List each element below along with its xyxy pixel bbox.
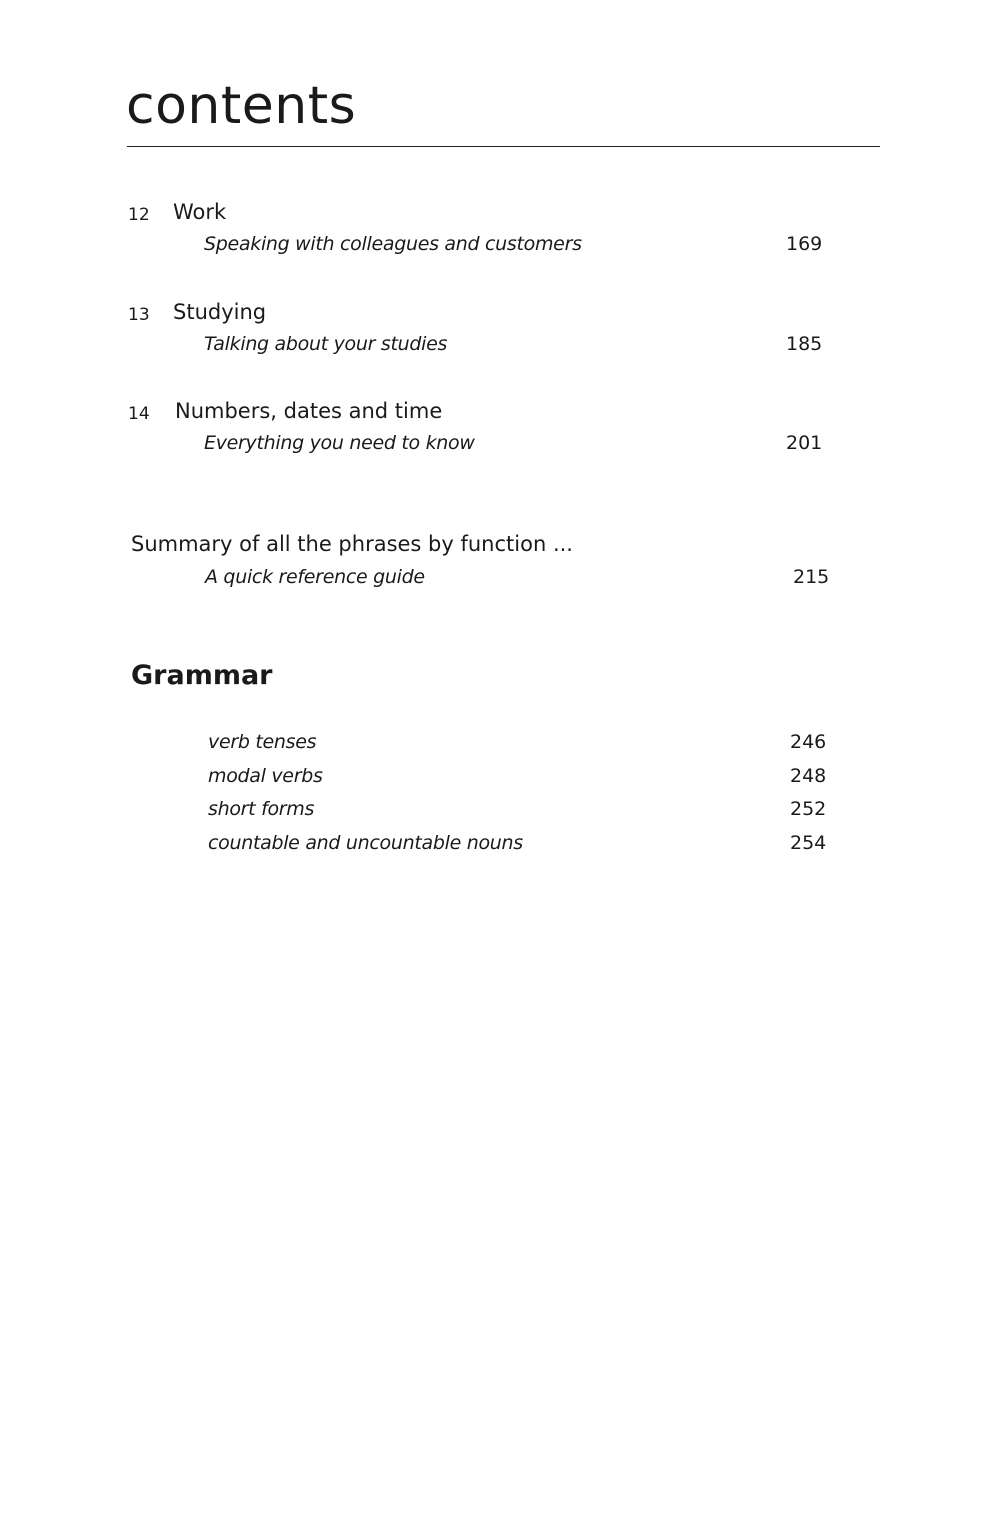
page-title: contents	[126, 76, 357, 136]
grammar-item[interactable]	[0, 832, 1000, 866]
chapter-subtitle: Everything you need to know	[204, 432, 475, 454]
grammar-list	[0, 731, 1000, 865]
chapter-title: Studying	[173, 300, 267, 324]
grammar-item[interactable]	[0, 731, 1000, 765]
grammar-item-label: verb tenses	[208, 731, 317, 753]
chapter-number: 12	[128, 205, 150, 225]
grammar-item-label: short forms	[208, 798, 315, 820]
grammar-item[interactable]	[0, 798, 1000, 832]
grammar-heading: Grammar	[131, 660, 273, 691]
summary-page-number: 215	[793, 566, 830, 588]
grammar-item-page: 246	[790, 731, 827, 753]
summary-subtitle: A quick reference guide	[205, 566, 425, 588]
chapter-subtitle: Speaking with colleagues and customers	[204, 233, 582, 255]
chapter-number: 13	[128, 305, 150, 325]
chapter-title: Numbers, dates and time	[175, 399, 443, 423]
summary-title: Summary of all the phrases by function ...	[131, 532, 573, 556]
grammar-item-page: 254	[790, 831, 827, 854]
chapter-page-number: 201	[786, 432, 823, 454]
chapter-number: 14	[128, 404, 150, 424]
chapter-subtitle: Talking about your studies	[204, 333, 448, 355]
grammar-item-page: 248	[790, 764, 827, 787]
chapter-title: Work	[173, 200, 227, 224]
chapter-page-number: 185	[786, 333, 823, 355]
chapter-page-number: 169	[786, 233, 823, 255]
grammar-item-label: countable and uncountable nouns	[208, 831, 523, 854]
grammar-item-page: 252	[790, 798, 827, 820]
grammar-item-label: modal verbs	[208, 764, 323, 787]
title-divider	[127, 146, 880, 147]
grammar-item[interactable]	[0, 765, 1000, 799]
